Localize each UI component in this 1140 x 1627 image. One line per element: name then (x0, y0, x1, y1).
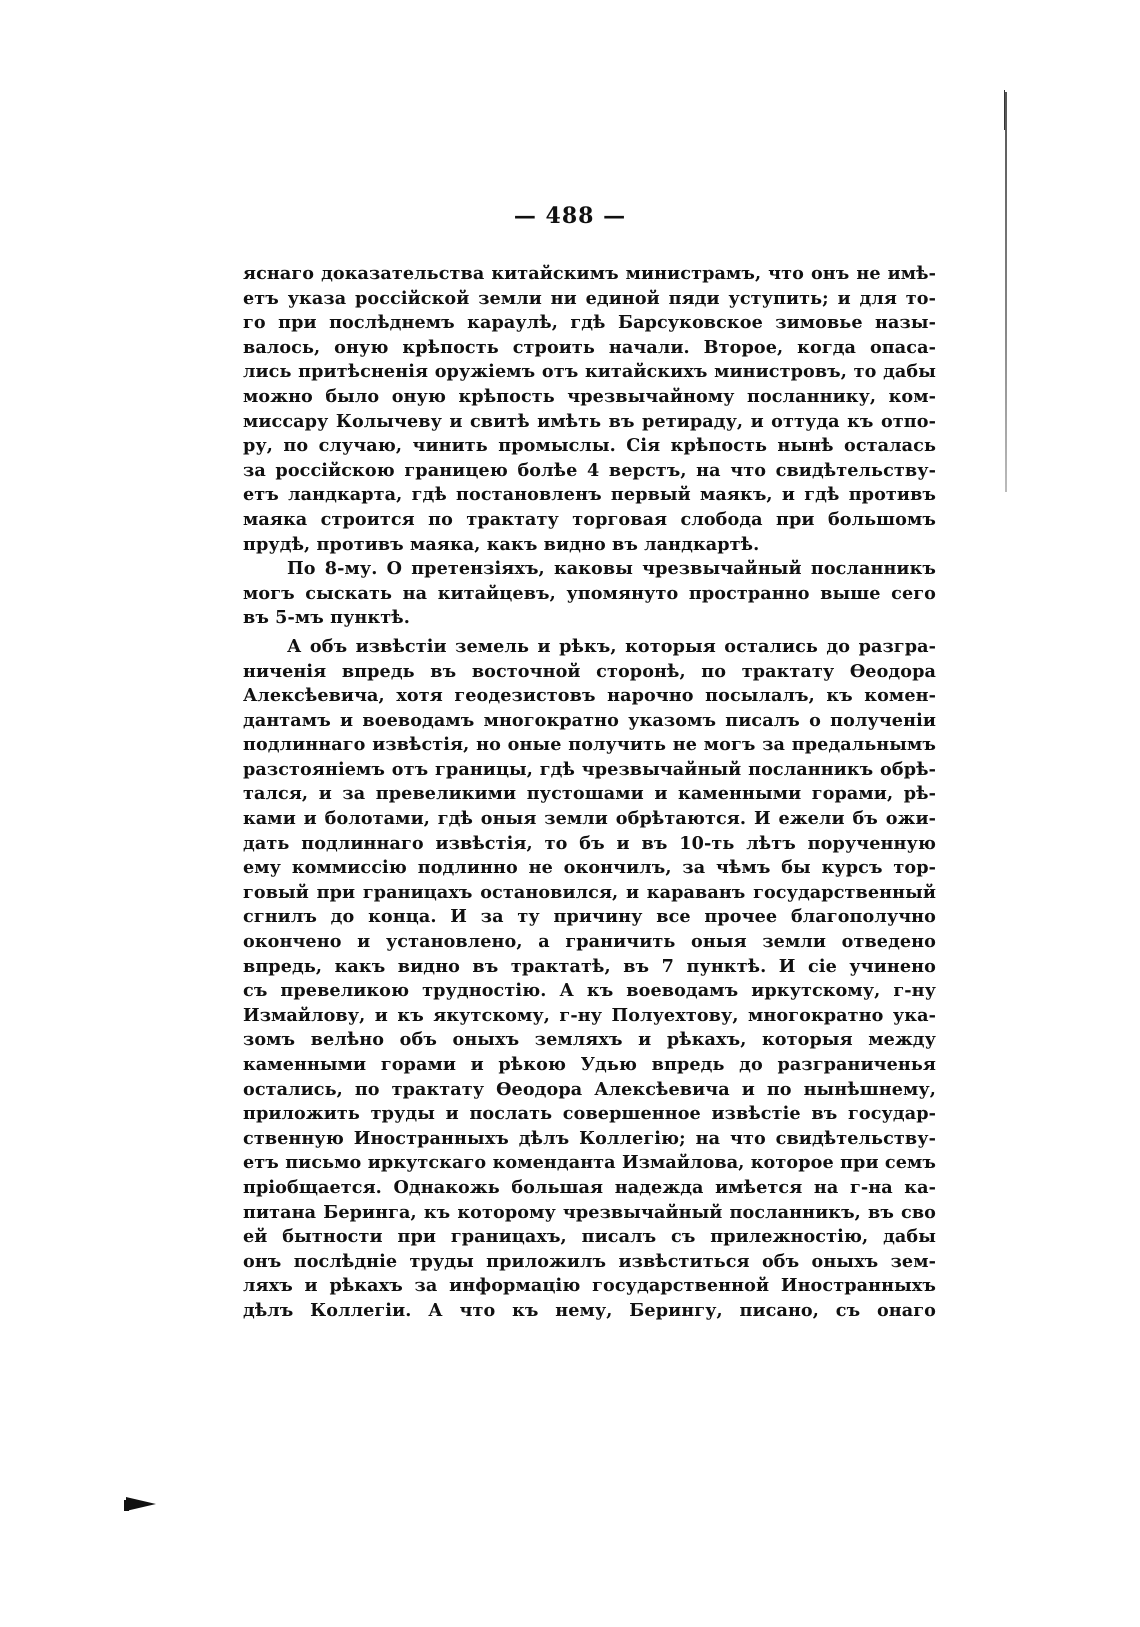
text-line: ками и болотами, гдѣ оныя земли обрѣтаются. И ежели бъ ожи- (243, 808, 936, 830)
text-line: могъ сыскать на китайцевъ, упомянуто пространно выше сего (243, 582, 936, 604)
text-line: го при послѣднемъ караулѣ, гдѣ Барсуковское зимовье назы- (243, 312, 936, 334)
text-line: ственную Иностранныхъ дѣлъ Коллегію; на что свидѣтельству- (243, 1127, 936, 1149)
text-line: дѣлъ Коллегіи. А что къ нему, Берингу, писано, съ онаго (243, 1299, 936, 1321)
text-line: миссару Колычеву и свитѣ имѣть въ ретираду, и оттуда къ отпо- (243, 410, 936, 432)
text-line: етъ ландкарта, гдѣ постановленъ первый маякъ, и гдѣ противъ (243, 484, 936, 506)
text-line: ему коммиссію подлинно не окончилъ, за чѣмъ бы курсъ тор- (243, 857, 936, 879)
text-line: А объ извѣстіи земель и рѣкъ, которыя остались до разгра- (287, 635, 936, 657)
text-line: ей бытности при границахъ, писалъ съ прилежностію, дабы (243, 1226, 936, 1248)
text-line: маяка строится по трактату торговая слобода при большомъ (243, 508, 936, 530)
text-line: питана Беринга, къ которому чрезвычайный посланникъ, въ сво (243, 1201, 936, 1223)
text-line: тался, и за превеликими пустошами и каменными горами, рѣ- (243, 783, 936, 805)
scan-marker-arrow-icon (126, 1497, 156, 1511)
text-line: разстояніемъ отъ границы, гдѣ чрезвычайный посланникъ обрѣ- (243, 758, 936, 780)
page-number: — 488 — (513, 203, 627, 229)
text-line: етъ указа россійской земли ни единой пяди уступить; и для то- (243, 287, 936, 309)
text-line: дать подлиннаго извѣстія, то бъ и въ 10-ть лѣтъ порученную (243, 832, 936, 854)
text-line: въ 5-мъ пунктѣ. (243, 607, 410, 629)
text-line: съ превеликою трудностію. А къ воеводамъ иркутскому, г-ну (243, 980, 936, 1002)
text-line: приложить труды и послать совершенное извѣстіе въ государ- (243, 1103, 936, 1125)
text-line: подлиннаго извѣстія, но оные получить не могъ за предальнымъ (243, 734, 936, 756)
text-line: каменными горами и рѣкою Удью впредь до разграниченья (243, 1054, 936, 1075)
text-line: можно было оную крѣпость чрезвычайному посланнику, ком- (243, 385, 936, 407)
text-line: ру, по случаю, чинить промыслы. Сія крѣпость нынѣ осталась (243, 435, 936, 457)
text-line: яснаго доказательства китайскимъ министрамъ, что онъ не имѣ- (243, 263, 936, 284)
text-line: говый при границахъ остановился, и караванъ государственный (243, 881, 936, 903)
text-line: за россійскою границею болѣе 4 верстъ, на что свидѣтельству- (243, 459, 936, 481)
text-line: етъ письмо иркутскаго коменданта Измайлова, которое при семъ (243, 1152, 936, 1174)
text-column (243, 262, 936, 1324)
page-edge-shadow (1005, 92, 1007, 492)
text-line: зомъ велѣно объ оныхъ земляхъ и рѣкахъ, которыя между (243, 1029, 936, 1051)
text-line: впредь, какъ видно въ трактатѣ, въ 7 пунктѣ. И сіе учинено (243, 955, 936, 977)
text-line: онъ послѣдніе труды приложилъ извѣститься объ оныхъ зем- (243, 1250, 936, 1272)
text-line: сгнилъ до конца. И за ту причину все прочее благополучно (243, 906, 936, 928)
text-line: остались, по трактату Ѳеодора Алексѣевича и по нынѣшнему, (243, 1078, 936, 1100)
text-line: ляхъ и рѣкахъ за информацію государственной Иностранныхъ (243, 1275, 936, 1297)
text-line: прудѣ, противъ маяка, какъ видно въ ландкартѣ. (243, 533, 760, 555)
text-line: Алексѣевича, хотя геодезистовъ нарочно посылалъ, къ комен- (243, 685, 936, 707)
text-line: ниченія впредь въ восточной сторонѣ, по трактату Ѳеодора (243, 660, 936, 682)
text-line: валось, оную крѣпость строить начали. Второе, когда опаса- (243, 336, 936, 358)
text-line: окончено и установлено, а граничить оныя земли отведено (243, 931, 936, 953)
text-line: По 8-му. О претензіяхъ, каковы чрезвычайный посланникъ (287, 558, 936, 580)
text-line: лись притѣсненія оружіемъ отъ китайскихъ министровъ, то дабы (243, 361, 936, 383)
text-line: пріобщается. Однакожь большая надежда имѣется на г-на ка- (243, 1176, 936, 1198)
text-line: дантамъ и воеводамъ многократно указомъ писалъ о полученіи (243, 709, 936, 731)
text-line: Измайлову, и къ якутскому, г-ну Полуехтову, многократно ука- (243, 1004, 936, 1026)
